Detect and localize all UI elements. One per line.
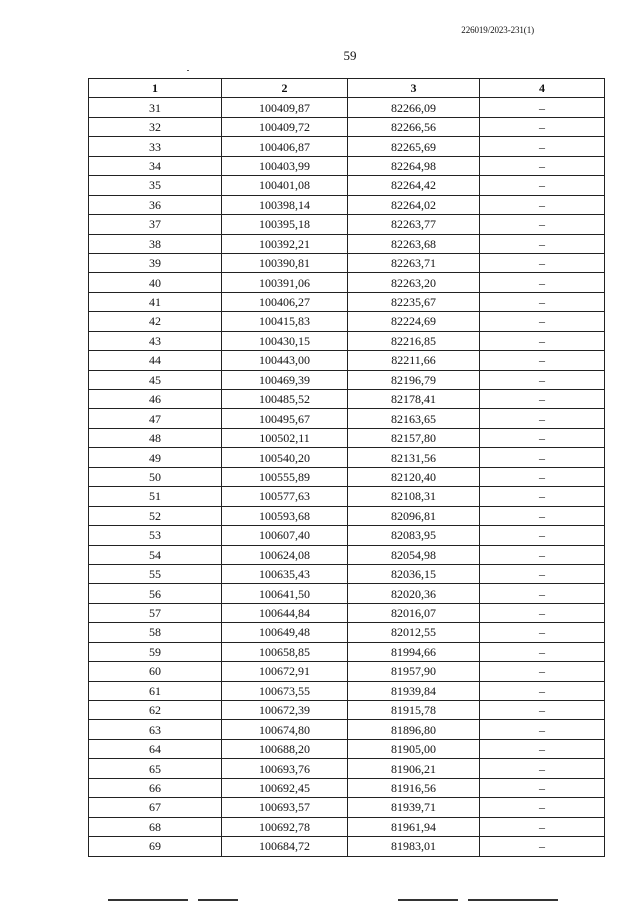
table-row <box>89 428 605 447</box>
table-row <box>89 642 605 661</box>
table-cell: 67 <box>89 798 222 817</box>
table-cell: – <box>480 701 605 720</box>
table-cell: – <box>480 156 605 175</box>
table-cell: 82083,95 <box>348 526 480 545</box>
table-row <box>89 370 605 389</box>
table-cell: 100443,00 <box>222 351 348 370</box>
table-cell: 100406,87 <box>222 137 348 156</box>
table-cell: – <box>480 331 605 350</box>
table-cell: – <box>480 584 605 603</box>
table-cell: 37 <box>89 215 222 234</box>
table-cell: 81957,90 <box>348 662 480 681</box>
table-cell: 82266,09 <box>348 98 480 117</box>
table-row <box>89 623 605 642</box>
table-cell: 48 <box>89 428 222 447</box>
table-cell: – <box>480 798 605 817</box>
coordinates-table <box>88 78 605 857</box>
table-cell: 100398,14 <box>222 195 348 214</box>
table-cell: 45 <box>89 370 222 389</box>
table-row <box>89 720 605 739</box>
table-cell: 100495,67 <box>222 409 348 428</box>
table-cell: 82096,81 <box>348 506 480 525</box>
table-cell: 100672,91 <box>222 662 348 681</box>
table-cell: 100555,89 <box>222 467 348 486</box>
table-cell: 100390,81 <box>222 253 348 272</box>
table-cell: 100502,11 <box>222 428 348 447</box>
table-cell: 82263,20 <box>348 273 480 292</box>
table-cell: 100395,18 <box>222 215 348 234</box>
table-cell: 100593,68 <box>222 506 348 525</box>
table-cell: 82012,55 <box>348 623 480 642</box>
table-cell: – <box>480 545 605 564</box>
table-row <box>89 195 605 214</box>
table-cell: 82263,77 <box>348 215 480 234</box>
table-cell: 42 <box>89 312 222 331</box>
table-cell: 100392,21 <box>222 234 348 253</box>
table-row <box>89 137 605 156</box>
table-cell: 82216,85 <box>348 331 480 350</box>
table-cell: 64 <box>89 739 222 758</box>
table-cell: 32 <box>89 117 222 136</box>
table-cell: 82265,69 <box>348 137 480 156</box>
table-cell: – <box>480 759 605 778</box>
table-cell: 81939,84 <box>348 681 480 700</box>
table-cell: 82131,56 <box>348 448 480 467</box>
table-row <box>89 409 605 428</box>
table-row <box>89 156 605 175</box>
table-cell: 47 <box>89 409 222 428</box>
table-cell: 82108,31 <box>348 487 480 506</box>
table-cell: 100469,39 <box>222 370 348 389</box>
table-cell: 82016,07 <box>348 603 480 622</box>
table-cell: 82264,98 <box>348 156 480 175</box>
table-cell: 53 <box>89 526 222 545</box>
table-cell: 100624,08 <box>222 545 348 564</box>
table-cell: 31 <box>89 98 222 117</box>
table-cell: 54 <box>89 545 222 564</box>
table-row <box>89 506 605 525</box>
table-cell: 82163,65 <box>348 409 480 428</box>
table-cell: – <box>480 351 605 370</box>
column-header: 2 <box>222 79 348 98</box>
table-row <box>89 176 605 195</box>
table-cell: 100684,72 <box>222 837 348 856</box>
table-cell: 81896,80 <box>348 720 480 739</box>
table-cell: 60 <box>89 662 222 681</box>
table-cell: 55 <box>89 564 222 583</box>
table-cell: 100391,06 <box>222 273 348 292</box>
table-cell: 81994,66 <box>348 642 480 661</box>
table-cell: 100658,85 <box>222 642 348 661</box>
table-row <box>89 253 605 272</box>
table-cell: 51 <box>89 487 222 506</box>
table-cell: 100674,80 <box>222 720 348 739</box>
table-cell: – <box>480 526 605 545</box>
table-cell: 82235,67 <box>348 292 480 311</box>
table-row <box>89 798 605 817</box>
table-row <box>89 526 605 545</box>
table-row <box>89 117 605 136</box>
table-row <box>89 739 605 758</box>
table-row <box>89 312 605 331</box>
table-cell: 81983,01 <box>348 837 480 856</box>
table-row <box>89 701 605 720</box>
table-row <box>89 837 605 856</box>
table-cell: – <box>480 370 605 389</box>
table-cell: – <box>480 603 605 622</box>
table-cell: 82036,15 <box>348 564 480 583</box>
table-cell: 100406,27 <box>222 292 348 311</box>
table-cell: 56 <box>89 584 222 603</box>
table-cell: 81905,00 <box>348 739 480 758</box>
table-cell: – <box>480 176 605 195</box>
table-row <box>89 467 605 486</box>
table-row <box>89 759 605 778</box>
table-cell: 43 <box>89 331 222 350</box>
table-row <box>89 351 605 370</box>
table-cell: 100415,83 <box>222 312 348 331</box>
table-cell: 66 <box>89 778 222 797</box>
table-cell: 68 <box>89 817 222 836</box>
table-cell: 100403,99 <box>222 156 348 175</box>
table-cell: – <box>480 739 605 758</box>
table-cell: 100672,39 <box>222 701 348 720</box>
table-row <box>89 234 605 253</box>
table-cell: 100644,84 <box>222 603 348 622</box>
table-cell: – <box>480 390 605 409</box>
scan-speck <box>187 70 189 71</box>
table-cell: 100692,45 <box>222 778 348 797</box>
table-cell: 82196,79 <box>348 370 480 389</box>
table-row <box>89 487 605 506</box>
table-cell: – <box>480 137 605 156</box>
table-cell: – <box>480 428 605 447</box>
table-cell: 33 <box>89 137 222 156</box>
table-body <box>89 98 605 856</box>
table-cell: 100693,76 <box>222 759 348 778</box>
table-header-row <box>89 79 605 98</box>
table-cell: 100540,20 <box>222 448 348 467</box>
table-row <box>89 545 605 564</box>
table-cell: 61 <box>89 681 222 700</box>
column-header: 4 <box>480 79 605 98</box>
table-cell: 40 <box>89 273 222 292</box>
table-cell: 82120,40 <box>348 467 480 486</box>
table-cell: 81961,94 <box>348 817 480 836</box>
table-cell: 82266,56 <box>348 117 480 136</box>
column-header: 3 <box>348 79 480 98</box>
table-row <box>89 98 605 117</box>
table-cell: 59 <box>89 642 222 661</box>
table-cell: 69 <box>89 837 222 856</box>
table-row <box>89 390 605 409</box>
table-cell: – <box>480 195 605 214</box>
table-row <box>89 817 605 836</box>
table-row <box>89 603 605 622</box>
table-row <box>89 448 605 467</box>
table-cell: 100692,78 <box>222 817 348 836</box>
table-cell: 82264,42 <box>348 176 480 195</box>
table-cell: 100635,43 <box>222 564 348 583</box>
table-cell: 58 <box>89 623 222 642</box>
table-cell: 100409,72 <box>222 117 348 136</box>
table-cell: 100409,87 <box>222 98 348 117</box>
table-row <box>89 584 605 603</box>
table-cell: 81915,78 <box>348 701 480 720</box>
table-cell: 49 <box>89 448 222 467</box>
table-cell: 82211,66 <box>348 351 480 370</box>
table-cell: – <box>480 662 605 681</box>
table-cell: 100401,08 <box>222 176 348 195</box>
table-cell: 82054,98 <box>348 545 480 564</box>
table-cell: 100485,52 <box>222 390 348 409</box>
table-cell: – <box>480 642 605 661</box>
table-cell: 52 <box>89 506 222 525</box>
table-cell: – <box>480 409 605 428</box>
table-cell: 62 <box>89 701 222 720</box>
document-id: 226019/2023-231(1) <box>461 25 534 35</box>
footer-scan-remnant <box>108 893 568 905</box>
table-cell: – <box>480 448 605 467</box>
table-cell: 50 <box>89 467 222 486</box>
table-cell: 41 <box>89 292 222 311</box>
table-cell: 57 <box>89 603 222 622</box>
table-cell: 81939,71 <box>348 798 480 817</box>
table-cell: 82157,80 <box>348 428 480 447</box>
table-row <box>89 331 605 350</box>
table-cell: 44 <box>89 351 222 370</box>
table-cell: – <box>480 234 605 253</box>
table-cell: – <box>480 817 605 836</box>
table-row <box>89 215 605 234</box>
table-cell: – <box>480 837 605 856</box>
table-row <box>89 273 605 292</box>
table-cell: 38 <box>89 234 222 253</box>
table-row <box>89 564 605 583</box>
table-cell: 100688,20 <box>222 739 348 758</box>
table-cell: 100641,50 <box>222 584 348 603</box>
table-cell: 82020,36 <box>348 584 480 603</box>
table-cell: 100673,55 <box>222 681 348 700</box>
table-cell: 82224,69 <box>348 312 480 331</box>
page-number: 59 <box>343 48 357 63</box>
table-cell: 36 <box>89 195 222 214</box>
table-cell: 82263,71 <box>348 253 480 272</box>
table-cell: – <box>480 215 605 234</box>
table-cell: 100607,40 <box>222 526 348 545</box>
table-cell: 100430,15 <box>222 331 348 350</box>
table-cell: 81916,56 <box>348 778 480 797</box>
table-cell: – <box>480 564 605 583</box>
table-cell: – <box>480 98 605 117</box>
table-cell: – <box>480 681 605 700</box>
table-cell: 100693,57 <box>222 798 348 817</box>
table-cell: – <box>480 778 605 797</box>
table-cell: 100649,48 <box>222 623 348 642</box>
table-cell: 81906,21 <box>348 759 480 778</box>
table-cell: – <box>480 117 605 136</box>
table-cell: – <box>480 253 605 272</box>
table-cell: – <box>480 292 605 311</box>
table-cell: 34 <box>89 156 222 175</box>
table-cell: 82264,02 <box>348 195 480 214</box>
table-cell: 35 <box>89 176 222 195</box>
table-cell: – <box>480 720 605 739</box>
table-row <box>89 662 605 681</box>
table-cell: 39 <box>89 253 222 272</box>
table-cell: – <box>480 467 605 486</box>
table-cell: – <box>480 312 605 331</box>
table-cell: 100577,63 <box>222 487 348 506</box>
table-row <box>89 681 605 700</box>
table-row <box>89 778 605 797</box>
table-cell: 46 <box>89 390 222 409</box>
table-cell: 82263,68 <box>348 234 480 253</box>
table-cell: 82178,41 <box>348 390 480 409</box>
table-cell: 63 <box>89 720 222 739</box>
table-cell: 65 <box>89 759 222 778</box>
column-header: 1 <box>89 79 222 98</box>
table-cell: – <box>480 273 605 292</box>
table-row <box>89 292 605 311</box>
table-cell: – <box>480 623 605 642</box>
table-cell: – <box>480 506 605 525</box>
table-cell: – <box>480 487 605 506</box>
